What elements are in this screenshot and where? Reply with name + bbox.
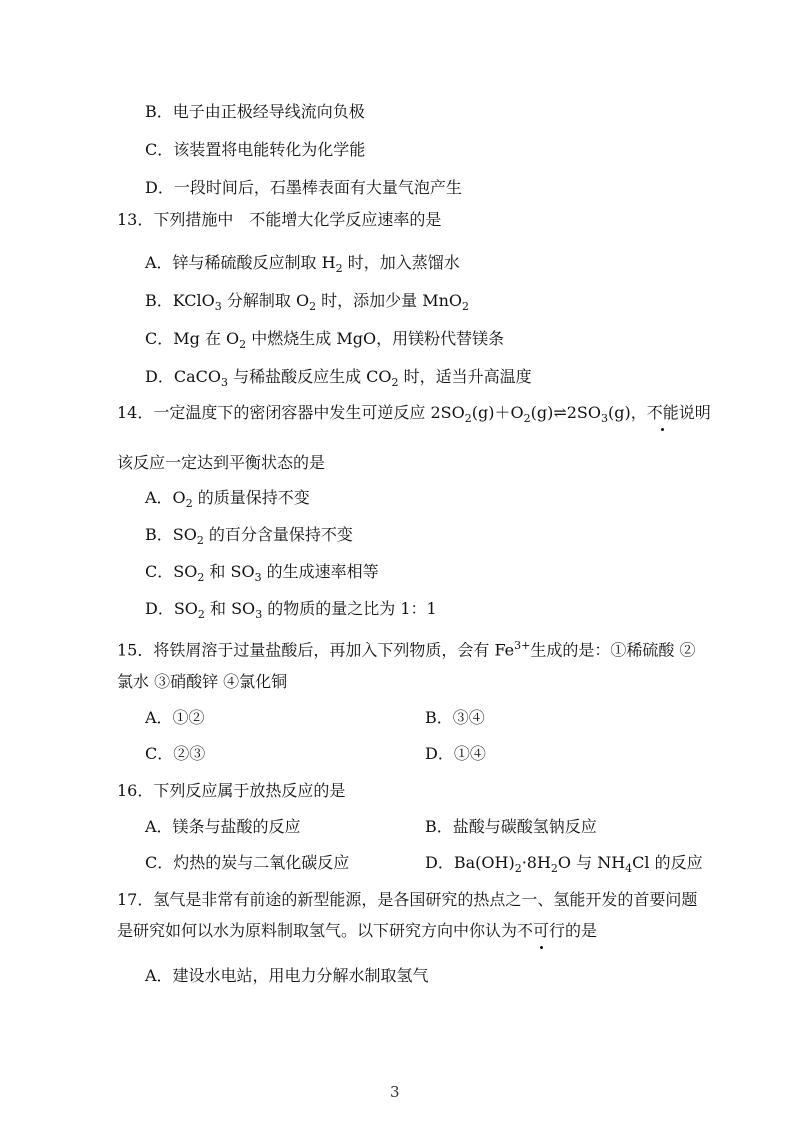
q15-stem-line1: 15．将铁屑溶于过量盐酸后，再加入下列物质，会有 $Fe^{3+}$生成的是：①稀硫酸 ② xyxy=(117,639,696,660)
emphasis-not: 不能 xyxy=(646,403,679,422)
q16-option-a: A．镁条与盐酸的反应 xyxy=(145,817,301,836)
q15-option-d: D．①④ xyxy=(425,744,486,763)
q17-option-a: A．建设水电站，用电力分解水制取氢气 xyxy=(145,966,429,985)
q13-option-d: D．CaCO$_3$ 与稀盐酸反应生成 $CO_2$ 时，适当升高温度 xyxy=(145,367,532,390)
q14-option-c: C．$SO_2$ 和 $SO_3$ 的生成速率相等 xyxy=(145,562,379,585)
q15-option-b: B．③④ xyxy=(425,708,485,727)
q17-stem-line1: 17．氢气是非常有前途的新型能源，是各国研究的热点之一、氢能开发的首要问题 xyxy=(117,890,698,909)
q16-option-b: B．盐酸与碳酸氢钠反应 xyxy=(425,817,597,836)
q12-option-c: C．该装置将电能转化为化学能 xyxy=(145,140,366,159)
q15-stem-line2: 氯水 ③硝酸锌 ④氯化铜 xyxy=(117,672,288,691)
q16-stem: 16．下列反应属于放热反应的是 xyxy=(117,781,346,800)
q13-option-a: A．锌与稀硫酸反应制取 $H_2$ 时，加入蒸馏水 xyxy=(145,253,460,276)
q13-stem: 13．下列措施中 不能增大化学反应速率的是 xyxy=(117,210,442,229)
q15-option-a: A．①② xyxy=(145,708,205,727)
q14-stem-line1: 14．一定温度下的密闭容器中发生可逆反应 $2SO_2(g)+O_2(g)\rightleftharpoons 2SO_3(g)$，不能说明 xyxy=(117,403,711,426)
q14-option-d: D．$SO_2$ 和 $SO_3$ 的物质的量之比为 1：1 xyxy=(145,599,437,622)
q14-option-a: A．$O_2$ 的质量保持不变 xyxy=(145,488,310,511)
emphasis-not: 不能 xyxy=(249,210,282,229)
q13-option-b: B．KClO$_3$ 分解制取 $O_2$ 时，添加少量 MnO$_2$ xyxy=(145,291,470,314)
q17-stem-line2: 是研究如何以水为原料制取氢气。以下研究方向中你认为不可行的是 xyxy=(117,921,598,940)
q12-option-d: D．一段时间后，石墨棒表面有大量气泡产生 xyxy=(145,178,462,197)
emphasis-not-feasible: 不可行 xyxy=(517,921,566,940)
q14-option-b: B．$SO_2$ 的百分含量保持不变 xyxy=(145,525,353,548)
q16-option-d: D．$Ba(OH)_2\cdot 8H_2O$ 与 $NH_4Cl$ 的反应 xyxy=(425,853,703,876)
q15-option-c: C．②③ xyxy=(145,744,206,763)
page-number: 3 xyxy=(390,1083,400,1101)
equilibrium-arrow: ⇌ xyxy=(553,403,567,422)
q12-option-b: B．电子由正极经导线流向负极 xyxy=(145,102,365,121)
q13-option-c: C．Mg 在 $O_2$ 中燃烧生成 MgO，用镁粉代替镁条 xyxy=(145,329,505,352)
q16-option-c: C．灼热的炭与二氧化碳反应 xyxy=(145,853,350,872)
q14-stem-line2: 该反应一定达到平衡状态的是 xyxy=(117,453,326,472)
